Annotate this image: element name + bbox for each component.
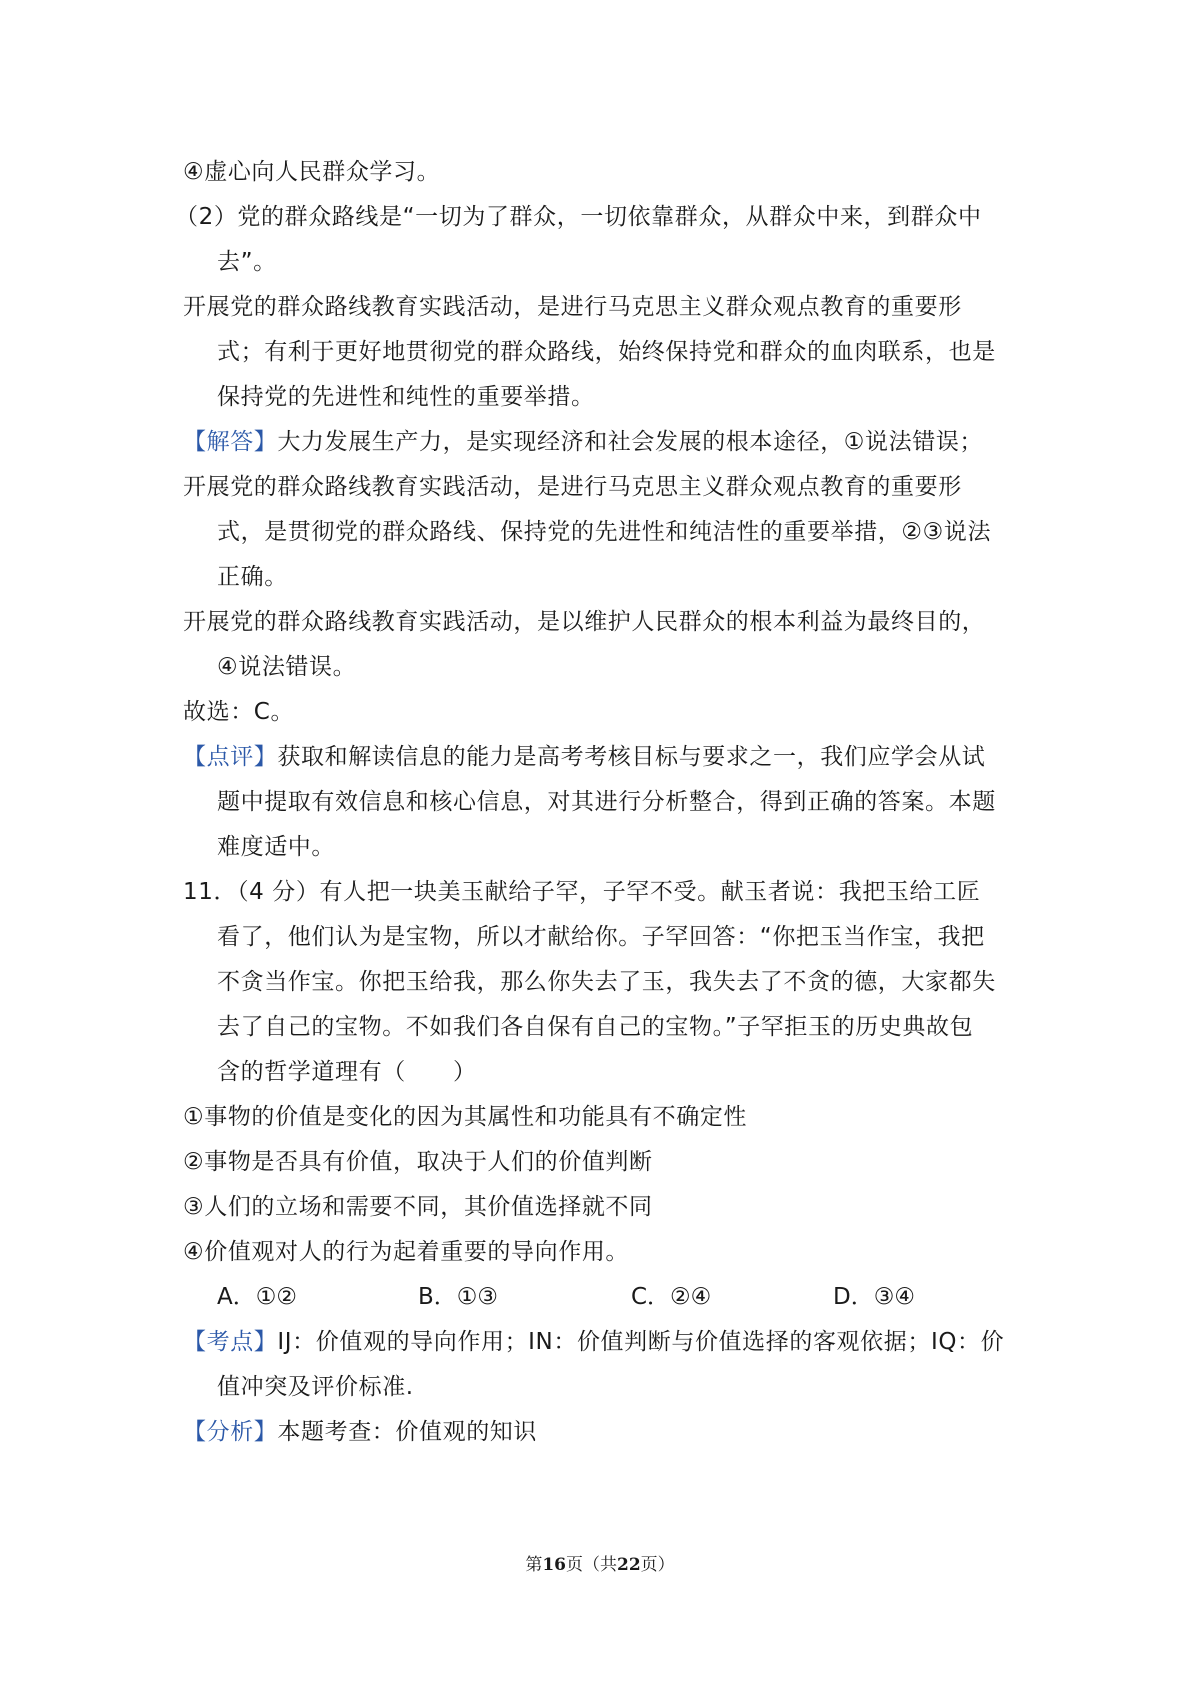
- answer-tag: 【解答】: [183, 429, 278, 455]
- footer-mid: 页（共: [566, 1555, 617, 1575]
- text-line: 去了自己的宝物。不如我们各自保有自己的宝物。”子罕拒玉的历史典故包: [217, 1014, 974, 1040]
- review-text: 获取和解读信息的能力是高考考核目标与要求之一，我们应学会从试: [277, 744, 986, 770]
- text-line: 式；有利于更好地贯彻党的群众路线，始终保持党和群众的血肉联系，也是: [217, 339, 996, 365]
- analysis-line: [183, 1415, 537, 1449]
- text-line: 式，是贯彻党的群众路线、保持党的先进性和纯洁性的重要举措，②③说法: [217, 519, 992, 545]
- kaodian-text: IJ：价值观的导向作用；IN：价值判断与价值选择的客观依据；IQ：价: [277, 1329, 1005, 1355]
- text-line: 开展党的群众路线教育实践活动，是以维护人民群众的根本利益为最终目的，: [183, 609, 986, 635]
- analysis-tag: 【分析】: [183, 1419, 278, 1445]
- kaodian-tag: 【考点】: [183, 1329, 278, 1355]
- option-b: B．①③: [418, 1284, 499, 1310]
- choice-line: 故选：C。: [183, 699, 295, 725]
- option-c: C．②④: [631, 1284, 712, 1310]
- text-line: 不贪当作宝。你把玉给我，那么你失去了玉，我失去了不贪的德，大家都失: [217, 969, 996, 995]
- footer-prefix: 第: [525, 1555, 543, 1575]
- text-line: 看了，他们认为是宝物，所以才献给你。子罕回答：“你把玉当作宝，我把: [217, 924, 985, 950]
- review-tag: 【点评】: [183, 744, 278, 770]
- text-line: ④虚心向人民群众学习。: [183, 159, 441, 185]
- current-page-number: 16: [542, 1555, 566, 1575]
- text-line: 难度适中。: [217, 834, 335, 860]
- option-a: A．①②: [217, 1284, 297, 1310]
- text-line: （2）党的群众路线是“一切为了群众，一切依靠群众，从群众中来，到群众中: [175, 204, 982, 230]
- statement-item: ③人们的立场和需要不同，其价值选择就不同: [183, 1194, 653, 1220]
- analysis-text: 本题考查：价值观的知识: [277, 1419, 538, 1445]
- text-line: 开展党的群众路线教育实践活动，是进行马克思主义群众观点教育的重要形: [183, 474, 962, 500]
- statement-item: ①事物的价值是变化的因为其属性和功能具有不确定性: [183, 1104, 748, 1130]
- option-d: D．③④: [833, 1284, 915, 1310]
- statement-item: ②事物是否具有价值，取决于人们的价值判断: [183, 1149, 653, 1175]
- total-pages: 22: [617, 1555, 641, 1575]
- statement-item: ④价值观对人的行为起着重要的导向作用。: [183, 1239, 630, 1265]
- question-stem: 11．（4 分）有人把一块美玉献给子罕，子罕不受。献玉者说：我把玉给工匠: [183, 879, 981, 905]
- text-line: 值冲突及评价标准.: [217, 1374, 414, 1400]
- text-line: 去”。: [217, 249, 277, 275]
- text-line: 含的哲学道理有（ ）: [217, 1059, 477, 1085]
- text-line: 正确。: [217, 564, 288, 590]
- answer-line: [183, 425, 983, 459]
- answer-text: 大力发展生产力，是实现经济和社会发展的根本途径，①说法错误；: [277, 429, 984, 455]
- text-line: ④说法错误。: [217, 654, 357, 680]
- review-line: [183, 740, 985, 774]
- text-line: 保持党的先进性和纯性的重要举措。: [217, 384, 595, 410]
- text-line: 题中提取有效信息和核心信息，对其进行分析整合，得到正确的答案。本题: [217, 789, 996, 815]
- text-line: 开展党的群众路线教育实践活动，是进行马克思主义群众观点教育的重要形: [183, 294, 962, 320]
- kaodian-line: [183, 1325, 1004, 1359]
- footer-suffix: 页）: [640, 1555, 675, 1575]
- page-footer: [0, 1553, 1200, 1577]
